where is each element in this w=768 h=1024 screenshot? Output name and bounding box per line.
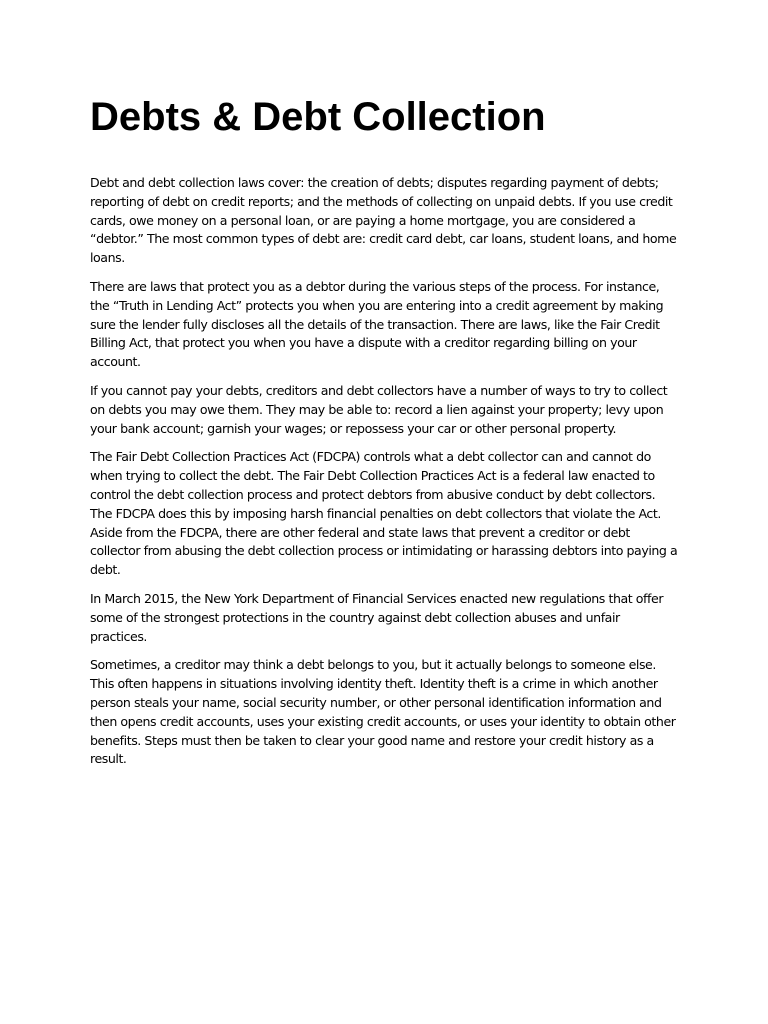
paragraph-intro: Debt and debt collection laws cover: the creation of debts; disputes regarding payment of debts; reporting of debt on credit reports; and the methods of collecting on unpaid debts. If you use credit cards, owe money on a personal loan, or are paying a home mortgage, you are considered a “debtor.” The most common types of debt are: credit card debt, car loans, student loans, and home loans. bbox=[90, 175, 677, 266]
paragraph-fdcpa: The Fair Debt Collection Practices Act (FDCPA) controls what a debt collector can and cannot do when trying to collect the debt. The Fair Debt Collection Practices Act is a federal law enacted to control the debt collection process and protect debtors from abusive conduct by debt collectors. The FDCPA does this by imposing harsh financial penalties on debt collectors that violate the Act. Aside from the FDCPA, there are other federal and state laws that prevent a creditor or debt collector from abusing the debt collection process or intimidating or harassing debtors into paying a debt. bbox=[90, 449, 678, 578]
paragraph-protection-laws: There are laws that protect you as a debtor during the various steps of the process. For instance, the “Truth in Lending Act” protects you when you are entering into a credit agreement by making sure the lender fully discloses all the details of the transaction. There are laws, like the Fair Credit Billing Act, that protect you when you have a dispute with a creditor regarding billing on your account. bbox=[90, 278, 664, 370]
paragraph-identity-theft: Sometimes, a creditor may think a debt belongs to you, but it actually belongs to someone else. This often happens in situations involving identity theft. Identity theft is a crime in which another person steals your name, social security number, or other personal identification information and then opens credit accounts, uses your existing credit accounts, or uses your identity to obtain other benefits. Steps must then be taken to clear your good name and restore your credit history as a result. bbox=[90, 657, 676, 767]
paragraph-ny-regulations: In March 2015, the New York Department of Financial Services enacted new regulations that offer some of the strongest protections in the country against debt collection abuses and unfair practices. bbox=[90, 590, 664, 644]
document-body bbox=[90, 174, 680, 779]
paragraph-collection-methods: If you cannot pay your debts, creditors and debt collectors have a number of ways to try to collect on debts you may owe them. They may be able to: record a lien against your property; levy upon your bank account; garnish your wages; or repossess your car or other personal property. bbox=[90, 382, 668, 436]
page-title: Debts & Debt Collection bbox=[90, 95, 546, 139]
